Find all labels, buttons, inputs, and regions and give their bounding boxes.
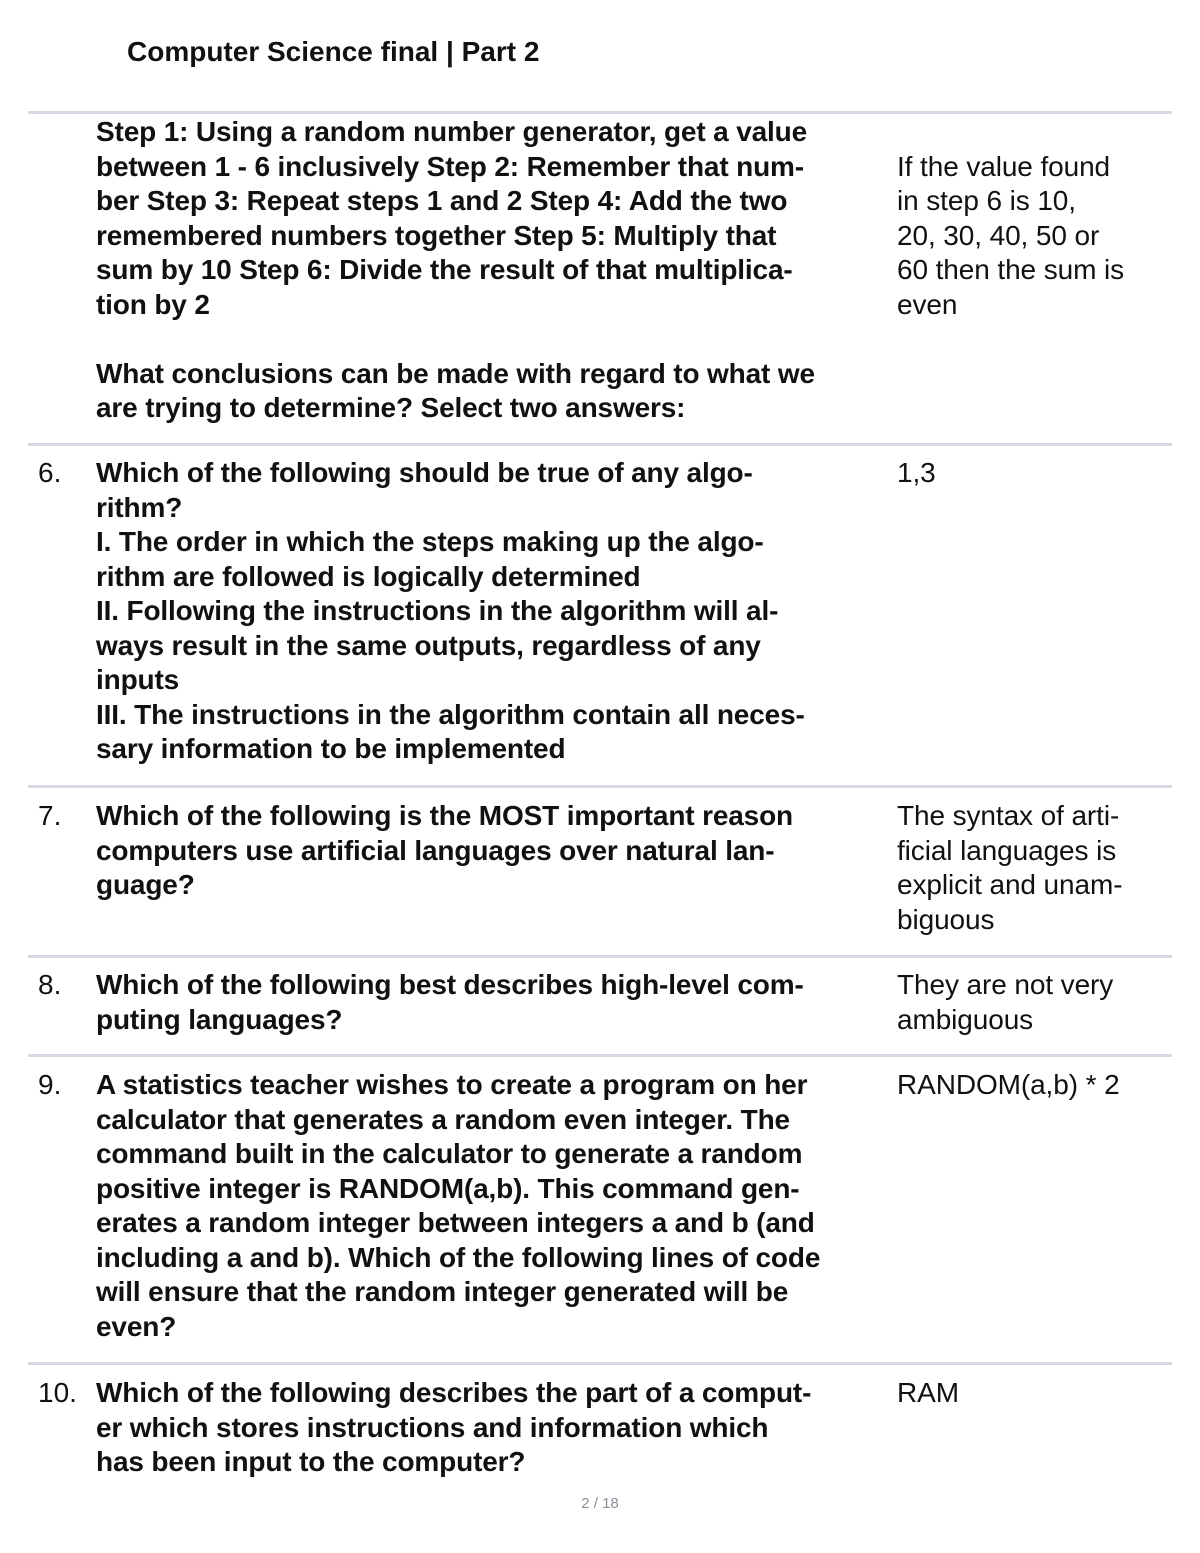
row-divider: [28, 1362, 1172, 1365]
answer-text: [897, 456, 1187, 491]
question-line: A statistics teacher wishes to create a program on her: [96, 1069, 808, 1100]
answer-text: [897, 799, 1187, 937]
answer-line: even: [897, 288, 958, 320]
question-line: remembered numbers together Step 5: Multiply that: [96, 219, 777, 251]
row-divider: [28, 111, 1172, 114]
row-divider: [28, 785, 1172, 788]
question-line: ber Step 3: Repeat steps 1 and 2 Step 4: Add the two: [96, 185, 788, 216]
question-line: Which of the following should be true of any algo-: [96, 457, 753, 488]
question-number: 6.: [38, 457, 62, 488]
row-divider: [28, 443, 1172, 446]
question-line: including a and b). Which of the following lines of code: [96, 1241, 821, 1273]
question-line: Step 1: Using a random number generator, get a value: [96, 116, 808, 147]
answer-text: [897, 150, 1187, 323]
question-line: er which stores instructions and information which: [96, 1411, 769, 1443]
question-line: has been input to the computer?: [96, 1446, 526, 1477]
question-line: Which of the following is the MOST important reason: [96, 800, 794, 831]
question-line: command built in the calculator to generate a random: [96, 1138, 803, 1169]
question-line: are trying to determine? Select two answers:: [96, 392, 686, 423]
question-line: ways result in the same outputs, regardless of any: [96, 629, 761, 661]
question-line: calculator that generates a random even integer. The: [96, 1103, 790, 1135]
question-text: [96, 799, 886, 903]
question-line: puting languages?: [96, 1003, 343, 1035]
answer-line: They are not very: [897, 969, 1114, 1000]
answer-line: ambiguous: [897, 1003, 1034, 1035]
question-line: positive integer is RANDOM(a,b). This command gen-: [96, 1172, 800, 1204]
answer-line: 1,3: [897, 457, 936, 488]
question-line: III. The instructions in the algorithm contain all neces-: [96, 698, 805, 730]
question-line: between 1 - 6 inclusively Step 2: Remember that num-: [96, 150, 804, 182]
question-number: 9.: [38, 1069, 62, 1100]
question-line: rithm are followed is logically determined: [96, 560, 641, 592]
answer-text: [897, 1068, 1187, 1103]
question-spacer: [96, 322, 886, 357]
answer-line: ficial languages is: [897, 834, 1117, 866]
question-number: 7.: [38, 800, 62, 831]
answer-line: 60 then the sum is: [897, 254, 1124, 285]
answer-line: RAM: [897, 1377, 959, 1408]
question-text: [96, 1376, 886, 1480]
question-line: rithm?: [96, 491, 183, 523]
answer-line: biguous: [897, 903, 995, 935]
answer-line: 20, 30, 40, 50 or: [897, 219, 1100, 251]
question-line: sary information to be implemented: [96, 733, 566, 764]
question-line: erates a random integer between integers a and b (and: [96, 1207, 815, 1238]
row-divider: [28, 955, 1172, 958]
question-line: even?: [96, 1310, 177, 1342]
question-line: What conclusions can be made with regard to what we: [96, 357, 815, 389]
question-text: [96, 968, 886, 1037]
question-line: tion by 2: [96, 288, 210, 320]
answer-line: If the value found: [897, 150, 1111, 182]
row-divider: [28, 1054, 1172, 1057]
question-line: sum by 10 Step 6: Divide the result of that multiplica-: [96, 254, 793, 285]
question-line: Which of the following best describes high-level com-: [96, 969, 804, 1000]
question-text: [96, 1068, 886, 1344]
question-line: will ensure that the random integer generated will be: [96, 1276, 789, 1307]
page-number: 2 / 18: [581, 1495, 619, 1512]
question-number: 8.: [38, 969, 62, 1000]
question-line: computers use artificial languages over natural lan-: [96, 834, 775, 866]
question-text: [96, 456, 886, 767]
answer-text: [897, 968, 1187, 1037]
question-line: guage?: [96, 869, 195, 900]
page-title: Computer Science final | Part 2: [127, 36, 540, 67]
answer-line: in step 6 is 10,: [897, 185, 1076, 216]
question-line: inputs: [96, 664, 180, 695]
question-text: [96, 115, 886, 426]
answer-line: The syntax of arti-: [897, 800, 1120, 831]
answer-line: explicit and unam-: [897, 869, 1123, 900]
question-number: 10.: [38, 1377, 77, 1408]
question-line: II. Following the instructions in the algorithm will al-: [96, 595, 779, 626]
question-line: I. The order in which the steps making up the algo-: [96, 526, 764, 557]
question-line: Which of the following describes the part of a comput-: [96, 1377, 812, 1408]
answer-text: [897, 1376, 1187, 1411]
answer-line: RANDOM(a,b) * 2: [897, 1069, 1120, 1100]
